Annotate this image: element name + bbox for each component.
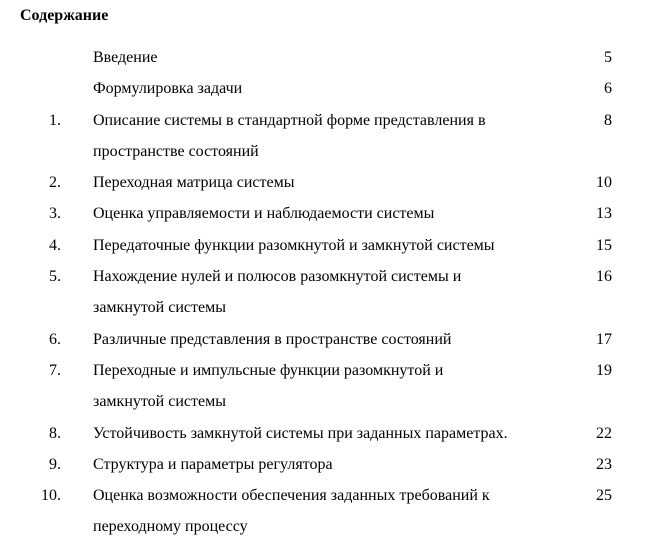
toc-entry-number: 1. (49, 111, 61, 129)
toc-entry-title: Введение (93, 49, 158, 66)
toc-entry-page: 25 (596, 487, 612, 505)
toc-entry-page: 6 (604, 80, 612, 98)
toc-entry-1 (0, 105, 666, 168)
toc-entry-6 (0, 324, 666, 355)
toc-entry-page: 15 (596, 236, 612, 254)
toc-entry-number: 6. (49, 330, 61, 348)
toc-entry-title: Устойчивость замкнутой системы при заданных параметрах. (93, 424, 508, 442)
toc-entry-title: Переходные и импульсные функции разомкнутой и замкнутой системы (93, 361, 444, 411)
table-of-contents (0, 42, 666, 543)
toc-entry-title: Описание системы в стандартной форме представления в пространстве состояний (93, 111, 486, 160)
toc-entry-page: 10 (596, 174, 612, 192)
toc-entry-number: 7. (49, 361, 61, 379)
toc-entry-title: Различные представления в пространстве состояний (93, 330, 452, 348)
toc-entry-4 (0, 230, 666, 261)
toc-entry-title: Структура и параметры регулятора (93, 455, 333, 473)
toc-entry-number: 2. (49, 174, 61, 192)
toc-entry-3 (0, 198, 666, 229)
toc-entry-title: Нахождение нулей и полюсов разомкнутой системы и замкнутой системы (93, 268, 462, 317)
toc-entry-page: 22 (596, 424, 612, 442)
toc-entry-title: Передаточные функции разомкнутой и замкнутой системы (93, 236, 495, 254)
toc-entry-9 (0, 449, 666, 480)
toc-entry-page: 23 (596, 455, 612, 473)
toc-entry-8 (0, 418, 666, 449)
toc-entry-10 (0, 480, 666, 543)
toc-entry-page: 8 (604, 111, 612, 129)
toc-entry-page: 19 (596, 361, 612, 379)
toc-entry-number: 9. (49, 455, 61, 473)
page-title: Содержание (20, 7, 109, 24)
toc-entry-title: Оценка возможности обеспечения заданных требований к переходному процессу (93, 487, 490, 536)
toc-entry-5 (0, 261, 666, 324)
toc-entry-number: 3. (49, 205, 61, 223)
toc-entry-title: Переходная матрица системы (93, 174, 295, 192)
toc-entry-page: 17 (596, 330, 612, 348)
toc-entry-number: 5. (49, 268, 61, 286)
toc-entry-title: Формулировка задачи (93, 80, 243, 98)
toc-entry-problem-statement (0, 73, 666, 104)
toc-entry-number: 8. (49, 424, 61, 442)
toc-entry-number: 10. (41, 487, 61, 505)
toc-entry-7 (0, 355, 666, 418)
toc-entry-title: Оценка управляемости и наблюдаемости системы (93, 205, 435, 223)
toc-entry-introduction (0, 42, 666, 73)
toc-entry-page: 16 (596, 268, 612, 286)
toc-entry-page: 13 (596, 205, 612, 223)
toc-entry-2 (0, 167, 666, 198)
toc-entry-number: 4. (49, 236, 61, 254)
toc-entry-page: 5 (604, 49, 612, 66)
